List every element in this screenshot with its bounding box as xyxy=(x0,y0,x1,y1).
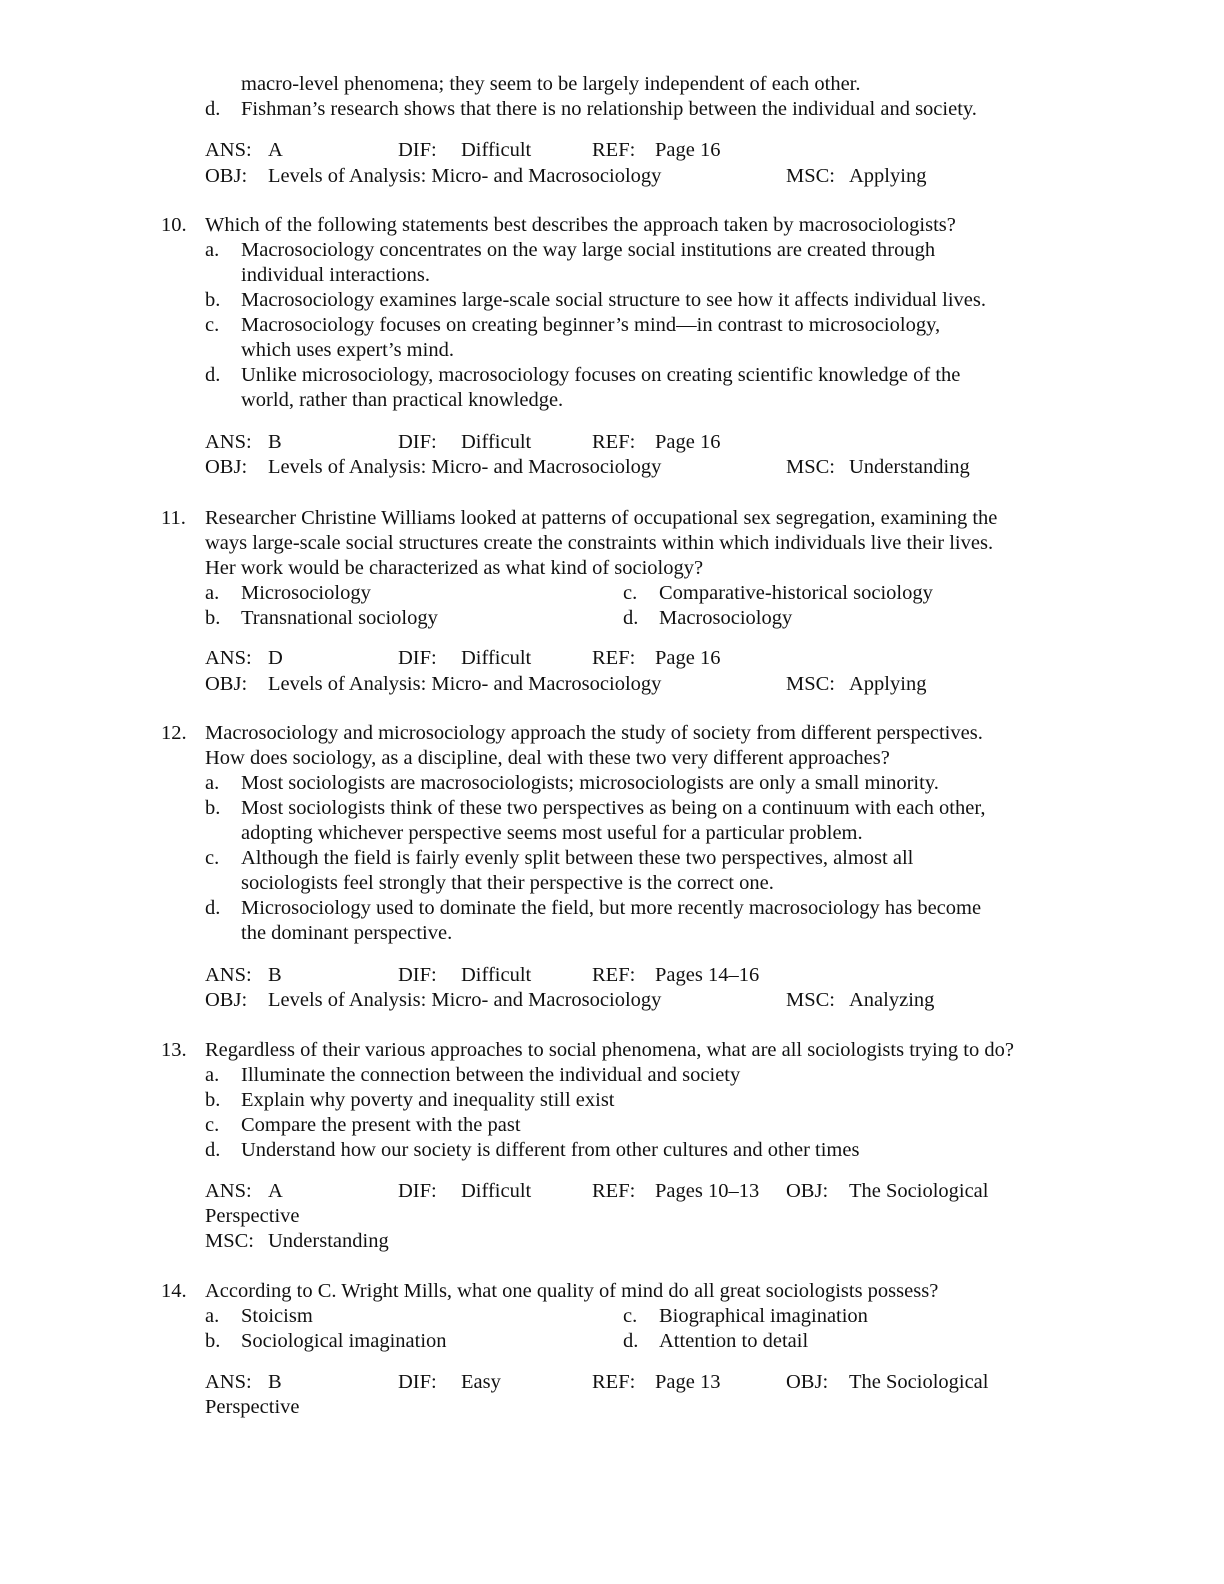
option-text: Macrosociology examines large-scale social structure to see how it affects individual lives. xyxy=(241,289,986,311)
option-letter: c. xyxy=(205,314,220,336)
option-text: Microsociology xyxy=(241,582,371,604)
option-text: which uses expert’s mind. xyxy=(241,339,454,361)
option-text: Comparative-historical sociology xyxy=(659,582,933,604)
dif-value: Difficult xyxy=(461,139,532,161)
question-number: 13. xyxy=(161,1039,187,1061)
question-stem: Which of the following statements best describes the approach taken by macrosociologists? xyxy=(205,214,956,236)
dif-label: DIF: xyxy=(398,964,437,986)
option-text: Attention to detail xyxy=(659,1330,809,1352)
ans-value: A xyxy=(268,139,283,161)
ref-label: REF: xyxy=(592,431,636,453)
msc-value: Applying xyxy=(849,673,927,695)
ans-value: A xyxy=(268,1180,283,1202)
ref-value: Page 16 xyxy=(655,647,721,669)
obj-value: The Sociological xyxy=(849,1371,989,1393)
msc-label: MSC: xyxy=(786,673,835,695)
question-number: 12. xyxy=(161,722,187,744)
dif-label: DIF: xyxy=(398,431,437,453)
option-text: the dominant perspective. xyxy=(241,922,453,944)
option-text: world, rather than practical knowledge. xyxy=(241,389,564,411)
msc-label: MSC: xyxy=(786,989,835,1011)
ref-value: Pages 10–13 xyxy=(655,1180,760,1202)
option-letter: a. xyxy=(205,1064,220,1086)
obj-label: OBJ: xyxy=(786,1180,829,1202)
msc-label: MSC: xyxy=(786,456,835,478)
option-text: Stoicism xyxy=(241,1305,313,1327)
option-text: Sociological imagination xyxy=(241,1330,447,1352)
dif-value: Difficult xyxy=(461,647,532,669)
option-letter: d. xyxy=(205,1139,221,1161)
option-text: Most sociologists are macrosociologists; microsociologists are only a small minority. xyxy=(241,772,939,794)
question-number: 14. xyxy=(161,1280,187,1302)
obj-label: OBJ: xyxy=(205,989,248,1011)
option-text: macro-level phenomena; they seem to be largely independent of each other. xyxy=(241,73,861,95)
ref-label: REF: xyxy=(592,1371,636,1393)
obj-label: OBJ: xyxy=(786,1371,829,1393)
dif-label: DIF: xyxy=(398,647,437,669)
ref-label: REF: xyxy=(592,139,636,161)
ref-value: Page 13 xyxy=(655,1371,721,1393)
ref-label: REF: xyxy=(592,964,636,986)
ans-label: ANS: xyxy=(205,1180,252,1202)
obj-label: OBJ: xyxy=(205,673,248,695)
option-text: Macrosociology focuses on creating beginner’s mind—in contrast to microsociology, xyxy=(241,314,941,336)
msc-value: Understanding xyxy=(268,1230,389,1252)
ans-value: D xyxy=(268,647,283,669)
option-letter: d. xyxy=(205,364,221,386)
ref-value: Page 16 xyxy=(655,139,721,161)
question-stem: Macrosociology and microsociology approach the study of society from different perspectives. xyxy=(205,722,983,744)
msc-value: Applying xyxy=(849,165,927,187)
option-text: Biographical imagination xyxy=(659,1305,868,1327)
dif-value: Easy xyxy=(461,1371,501,1393)
option-letter: b. xyxy=(205,607,221,629)
option-text: sociologists feel strongly that their perspective is the correct one. xyxy=(241,872,774,894)
option-letter: a. xyxy=(205,772,220,794)
obj-label: OBJ: xyxy=(205,456,248,478)
question-number: 10. xyxy=(161,214,187,236)
obj-label: OBJ: xyxy=(205,165,248,187)
ans-label: ANS: xyxy=(205,139,252,161)
ans-label: ANS: xyxy=(205,431,252,453)
ans-value: B xyxy=(268,964,282,986)
question-stem: Researcher Christine Williams looked at patterns of occupational sex segregation, examining the xyxy=(205,507,998,529)
ref-value: Pages 14–16 xyxy=(655,964,760,986)
dif-label: DIF: xyxy=(398,1371,437,1393)
question-number: 11. xyxy=(161,507,186,529)
obj-value-continued: Perspective xyxy=(205,1396,300,1418)
obj-value: Levels of Analysis: Micro- and Macrosociology xyxy=(268,989,662,1011)
option-text: Illuminate the connection between the individual and society xyxy=(241,1064,741,1086)
msc-value: Understanding xyxy=(849,456,970,478)
dif-label: DIF: xyxy=(398,1180,437,1202)
msc-value: Analyzing xyxy=(849,989,935,1011)
option-letter: c. xyxy=(205,847,220,869)
option-text: Although the field is fairly evenly split between these two perspectives, almost all xyxy=(241,847,914,869)
question-stem: Her work would be characterized as what kind of sociology? xyxy=(205,557,704,579)
msc-label: MSC: xyxy=(205,1230,254,1252)
ans-label: ANS: xyxy=(205,1371,252,1393)
dif-value: Difficult xyxy=(461,964,532,986)
option-letter: a. xyxy=(205,239,220,261)
obj-value: Levels of Analysis: Micro- and Macrosociology xyxy=(268,673,662,695)
option-letter: b. xyxy=(205,797,221,819)
obj-value: Levels of Analysis: Micro- and Macrosociology xyxy=(268,456,662,478)
obj-value: The Sociological xyxy=(849,1180,989,1202)
ans-label: ANS: xyxy=(205,647,252,669)
obj-value-continued: Perspective xyxy=(205,1205,300,1227)
option-text: Microsociology used to dominate the field, but more recently macrosociology has become xyxy=(241,897,982,919)
question-stem: According to C. Wright Mills, what one quality of mind do all great sociologists possess? xyxy=(205,1280,939,1302)
option-text: Macrosociology xyxy=(659,607,793,629)
option-text: adopting whichever perspective seems most useful for a particular problem. xyxy=(241,822,863,844)
ref-value: Page 16 xyxy=(655,431,721,453)
question-stem: How does sociology, as a discipline, deal with these two very different approaches? xyxy=(205,747,890,769)
option-letter: c. xyxy=(623,582,638,604)
option-letter: b. xyxy=(205,289,221,311)
option-text: Transnational sociology xyxy=(241,607,438,629)
ans-value: B xyxy=(268,431,282,453)
option-letter: d. xyxy=(623,607,639,629)
option-text: Most sociologists think of these two perspectives as being on a continuum with each other, xyxy=(241,797,986,819)
option-text: Compare the present with the past xyxy=(241,1114,521,1136)
ref-label: REF: xyxy=(592,1180,636,1202)
dif-value: Difficult xyxy=(461,431,532,453)
option-text: Unlike microsociology, macrosociology focuses on creating scientific knowledge of the xyxy=(241,364,961,386)
msc-label: MSC: xyxy=(786,165,835,187)
option-letter: b. xyxy=(205,1330,221,1352)
option-letter: b. xyxy=(205,1089,221,1111)
option-text: Fishman’s research shows that there is no relationship between the individual and society. xyxy=(241,98,977,120)
option-letter: a. xyxy=(205,1305,220,1327)
option-letter: c. xyxy=(623,1305,638,1327)
option-letter: d. xyxy=(205,98,221,120)
option-letter: c. xyxy=(205,1114,220,1136)
option-text: Understand how our society is different from other cultures and other times xyxy=(241,1139,860,1161)
dif-value: Difficult xyxy=(461,1180,532,1202)
option-letter: d. xyxy=(205,897,221,919)
option-text: Explain why poverty and inequality still exist xyxy=(241,1089,615,1111)
dif-label: DIF: xyxy=(398,139,437,161)
question-stem: ways large-scale social structures create the constraints within which individuals live their lives. xyxy=(205,532,994,554)
option-text: individual interactions. xyxy=(241,264,431,286)
ans-label: ANS: xyxy=(205,964,252,986)
option-letter: a. xyxy=(205,582,220,604)
option-letter: d. xyxy=(623,1330,639,1352)
ans-value: B xyxy=(268,1371,282,1393)
ref-label: REF: xyxy=(592,647,636,669)
obj-value: Levels of Analysis: Micro- and Macrosociology xyxy=(268,165,662,187)
option-text: Macrosociology concentrates on the way large social institutions are created through xyxy=(241,239,936,261)
question-stem: Regardless of their various approaches to social phenomena, what are all sociologists trying to do? xyxy=(205,1039,1014,1061)
